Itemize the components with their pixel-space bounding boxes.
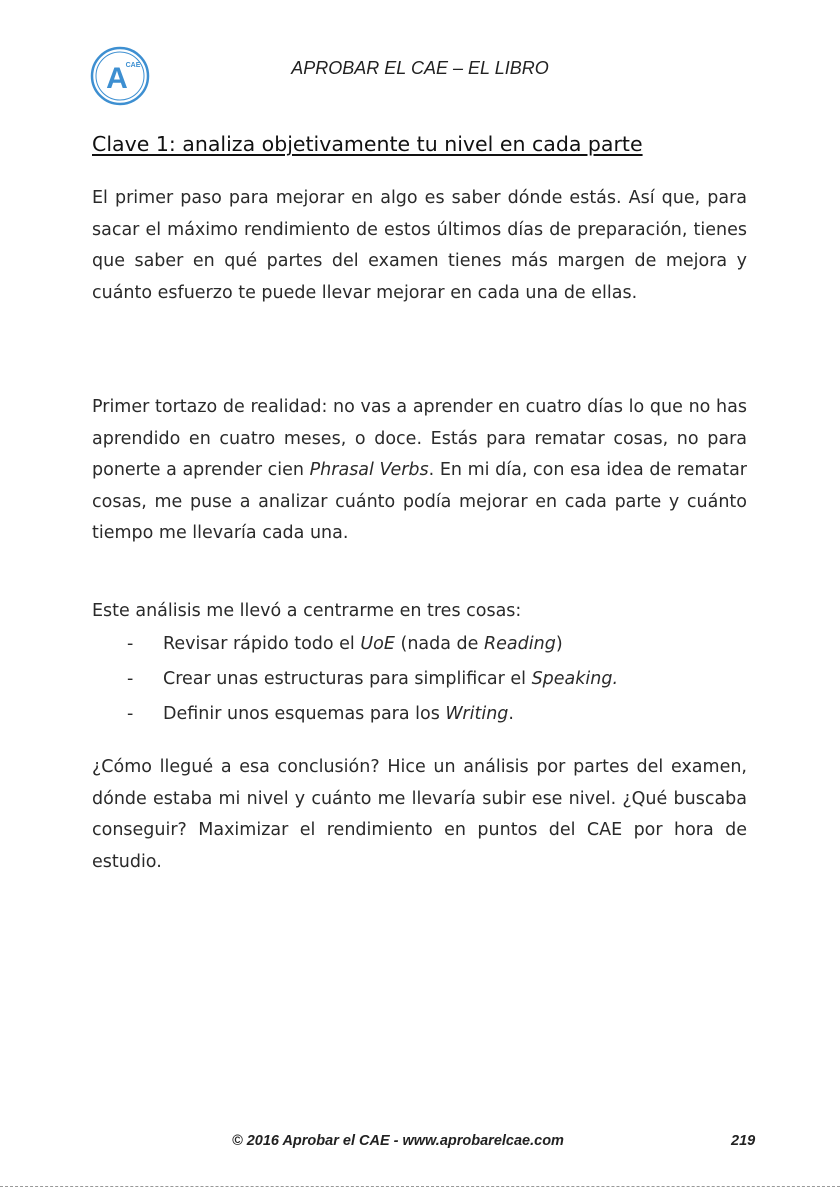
list-item-text: Definir unos esquemas para los <box>163 704 446 724</box>
page-number: 219 <box>731 1133 756 1149</box>
logo-letter: A <box>106 62 128 95</box>
paragraph-2 <box>92 392 747 550</box>
paragraph-3 <box>92 596 747 628</box>
paragraph-2-italic: Phrasal Verbs <box>309 460 429 480</box>
focus-list <box>92 627 747 732</box>
list-item-italic: Reading <box>484 634 556 654</box>
paragraph-4 <box>92 752 747 878</box>
paragraph-3-text: Este análisis me llevó a centrarme en tres cosas: <box>92 601 522 621</box>
running-header: APROBAR EL CAE – EL LIBRO <box>291 58 549 78</box>
list-dash: - <box>127 704 134 724</box>
paragraph-4-text: ¿Cómo llegué a esa conclusión? Hice un análisis por partes del examen, dónde estaba mi nivel y cuánto me llevaría subir ese nivel. ¿Qué buscaba conseguir? Maximizar el rendimiento en puntos del CAE por hora de estudio. <box>92 757 747 872</box>
list-item <box>92 627 747 662</box>
list-dash: - <box>127 669 134 689</box>
list-item-text: ) <box>555 634 563 654</box>
footer-copyright: © 2016 Aprobar el CAE - www.aprobarelcae.com <box>232 1133 564 1149</box>
list-item-text: Crear unas estructuras para simplificar el <box>163 669 532 689</box>
list-item-text: (nada de <box>394 634 484 654</box>
list-item <box>92 662 747 697</box>
section-heading: Clave 1: analiza objetivamente tu nivel en cada parte <box>92 132 643 156</box>
list-dash: - <box>127 634 134 654</box>
bottom-divider <box>0 1186 840 1187</box>
paragraph-2-part-2: . En mi día, con esa idea de rematar cosas, me puse a analizar cuánto podía mejorar en cada parte y cuánto tiempo me llevaría cada una. <box>92 460 747 543</box>
list-item-italic: Writing <box>445 704 509 724</box>
list-item-italic: Speaking. <box>531 669 619 689</box>
paragraph-2-text <box>92 392 747 550</box>
list-item-italic: UoE <box>360 634 395 654</box>
logo-small-text: CAE <box>125 62 141 69</box>
paragraph-1 <box>92 183 747 309</box>
list-item <box>92 697 747 732</box>
list-item-text: Revisar rápido todo el <box>163 634 361 654</box>
list-item-text: . <box>508 704 514 724</box>
paragraph-1-text: El primer paso para mejorar en algo es saber dónde estás. Así que, para sacar el máximo rendimiento de estos últimos días de preparación, tienes que saber en qué partes del examen tienes más margen de mejora y cuánto esfuerzo te puede llevar mejorar en cada una de ellas. <box>92 188 747 303</box>
paragraph-2-part-1: Primer tortazo de realidad: no vas a aprender en cuatro días lo que no has aprendido en cuatro meses, o doce. Estás para rematar cosas, no para ponerte a aprender cien <box>92 397 747 480</box>
